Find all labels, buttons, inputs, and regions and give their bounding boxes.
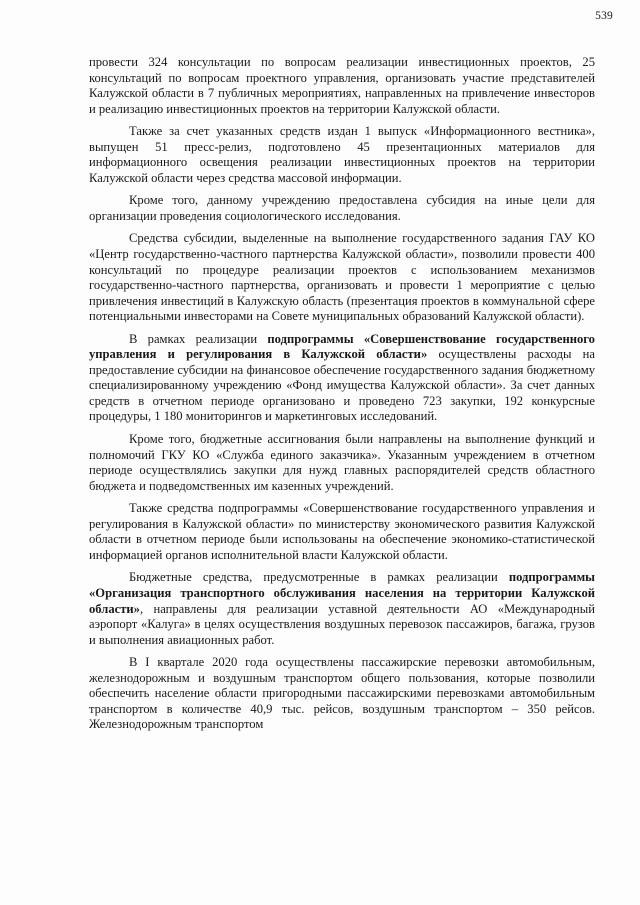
- paragraph: [89, 655, 595, 733]
- paragraph: [89, 501, 595, 563]
- paragraph-text: Кроме того, данному учреждению предоставлена субсидия на иные цели для организации проведения социологического исследования.: [89, 193, 595, 223]
- document-body: [89, 55, 595, 740]
- paragraph: [89, 55, 595, 117]
- page-number: 539: [595, 10, 613, 22]
- subprogram-title: подпрограммы «Совершенствование государственного управления и регулирования в Калужской области»: [89, 331, 595, 362]
- paragraph-text: провести 324 консультации по вопросам реализации инвестиционных проектов, 25 консультаций по вопросам проектного управления, организовать участие представителей Калужской области в 7 публичных мероприятиях, направленных на привлечение инвесторов и реализацию инвестиционных проектов на территории Калужской области.: [89, 55, 595, 116]
- paragraph-text: Также средства подпрограммы «Совершенствование государственного управления и регулирования в Калужской области» по министерству экономического развития Калужской области в отчетном периоде были использованы на обеспечение экономико-статистической информацией органов исполнительной власти Калужской области.: [89, 501, 595, 562]
- paragraph-text: В I квартале 2020 года осуществлены пассажирские перевозки автомобильным, железнодорожным и воздушным транспортом общего пользования, которые позволили обеспечить население области пригородными пассажирскими перевозками автомобильным транспортом в количестве 40,9 тыс. рейсов, воздушным транспортом – 350 рейсов. Железнодорожным транспортом: [89, 655, 595, 732]
- paragraph: [89, 332, 595, 425]
- paragraph: [89, 124, 595, 186]
- paragraph-text: Средства субсидии, выделенные на выполнение государственного задания ГАУ КО «Центр государственно-частного партнерства Калужской области», позволили провести 400 консультаций по процедуре реализации проектов с использованием механизмов государственно-частного партнерства, организовать и провести 1 мероприятие с целью привлечения инвестиций в Калужскую область (презентация проектов в коммунальной сфере потенциальными инвесторами на Совете муниципальных образований Калужской области).: [89, 231, 595, 324]
- paragraph-text: Также за счет указанных средств издан 1 выпуск «Информационного вестника», выпущен 51 пресс-релиз, подготовлено 45 презентационных материалов для информационного освещения реализации инвестиционных проектов на территории Калужской области через средства массовой информации.: [89, 124, 595, 185]
- paragraph: [89, 570, 595, 648]
- paragraph-text: В рамках реализации: [129, 331, 268, 346]
- paragraph-text: Кроме того, бюджетные ассигнования были направлены на выполнение функций и полномочий ГКУ КО «Служба единого заказчика». Указанным учреждением в отчетном периоде осуществлялись закупки для нужд главных распорядителей средств областного бюджета и подведомственных им казенных учреждений.: [89, 432, 595, 493]
- paragraph: [89, 231, 595, 324]
- subprogram-title: подпрограммы «Организация транспортного обслуживания населения на территории Калужской области»: [89, 570, 595, 616]
- paragraph-text: осуществлены расходы на предоставление субсидии на финансовое обеспечение государственного задания бюджетному специализированному учреждению «Фонд имущества Калужской области». За счет данных средств в отчетном периоде организовано и проведено 723 закупки, 192 конкурсные процедуры, 1 180 мониторингов и маркетинговых исследований.: [89, 347, 595, 424]
- paragraph-text: , направлены для реализации уставной деятельности АО «Международный аэропорт «Калуга» в целях осуществления воздушных перевозок пассажиров, багажа, грузов и выполнения авиационных работ.: [89, 601, 595, 647]
- paragraph: [89, 432, 595, 494]
- paragraph-text: Бюджетные средства, предусмотренные в рамках реализации: [129, 570, 509, 585]
- paragraph: [89, 193, 595, 224]
